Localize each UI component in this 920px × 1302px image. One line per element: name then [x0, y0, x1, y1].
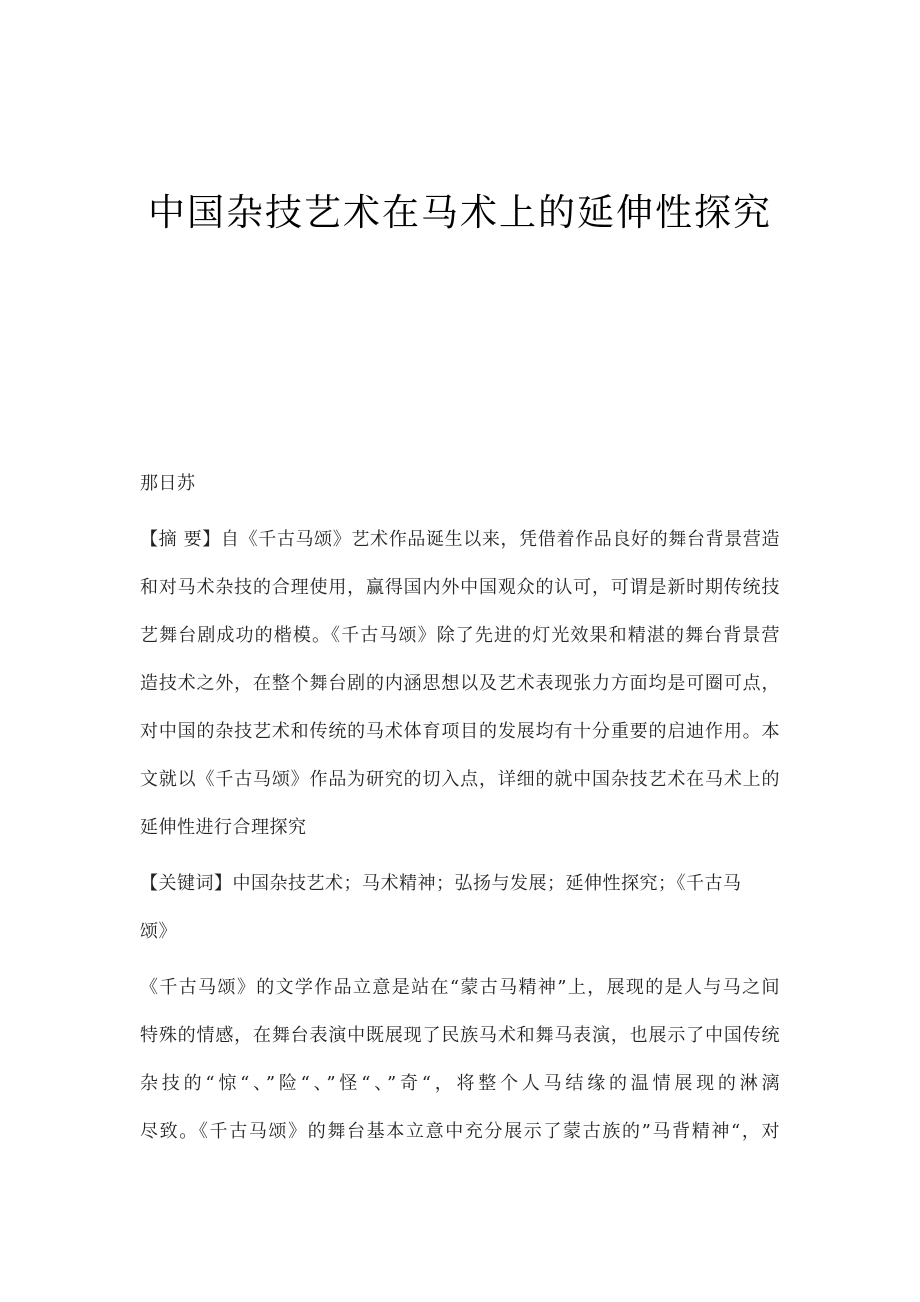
abstract-line: 文就以《千古马颂》作品为研究的切入点，详细的就中国杂技艺术在马术上的: [140, 769, 780, 790]
abstract-line: 对中国的杂技艺术和传统的马术体育项目的发展均有十分重要的启迪作用。本: [140, 721, 780, 742]
abstract-line: 造技术之外，在整个舞台剧的内涵思想以及艺术表现张力方面均是可圈可点，: [140, 673, 780, 694]
abstract-line: 【摘 要】自《千古马颂》艺术作品诞生以来，凭借着作品良好的舞台背景营造: [140, 529, 780, 550]
body-line: 《千古马颂》的文学作品立意是站在“蒙古马精神”上，展现的是人与马之间: [140, 977, 780, 998]
body-line: 尽致。《千古马颂》的舞台基本立意中充分展示了蒙古族的”马背精神“，对: [140, 1121, 780, 1142]
abstract-line: 延伸性进行合理探究: [140, 817, 307, 838]
body-line: 特殊的情感，在舞台表演中既展现了民族马术和舞马表演，也展示了中国传统: [140, 1025, 780, 1046]
body-line: 杂技的“惊“、”险“、”怪“、”奇“，将整个人马结缘的温情展现的淋漓: [140, 1073, 780, 1094]
abstract-line: 艺舞台剧成功的楷模。《千古马颂》除了先进的灯光效果和精湛的舞台背景营: [140, 625, 780, 646]
abstract-line: 和对马术杂技的合理使用，赢得国内外中国观众的认可，可谓是新时期传统技: [140, 577, 780, 598]
keywords-line: 颂》: [140, 921, 177, 942]
document-title: 中国杂技艺术在马术上的延伸性探究: [148, 191, 772, 234]
keywords-line: 【关键词】中国杂技艺术；马术精神；弘扬与发展；延伸性探究；《千古马: [140, 873, 742, 894]
author-name: 那日苏: [140, 473, 196, 494]
